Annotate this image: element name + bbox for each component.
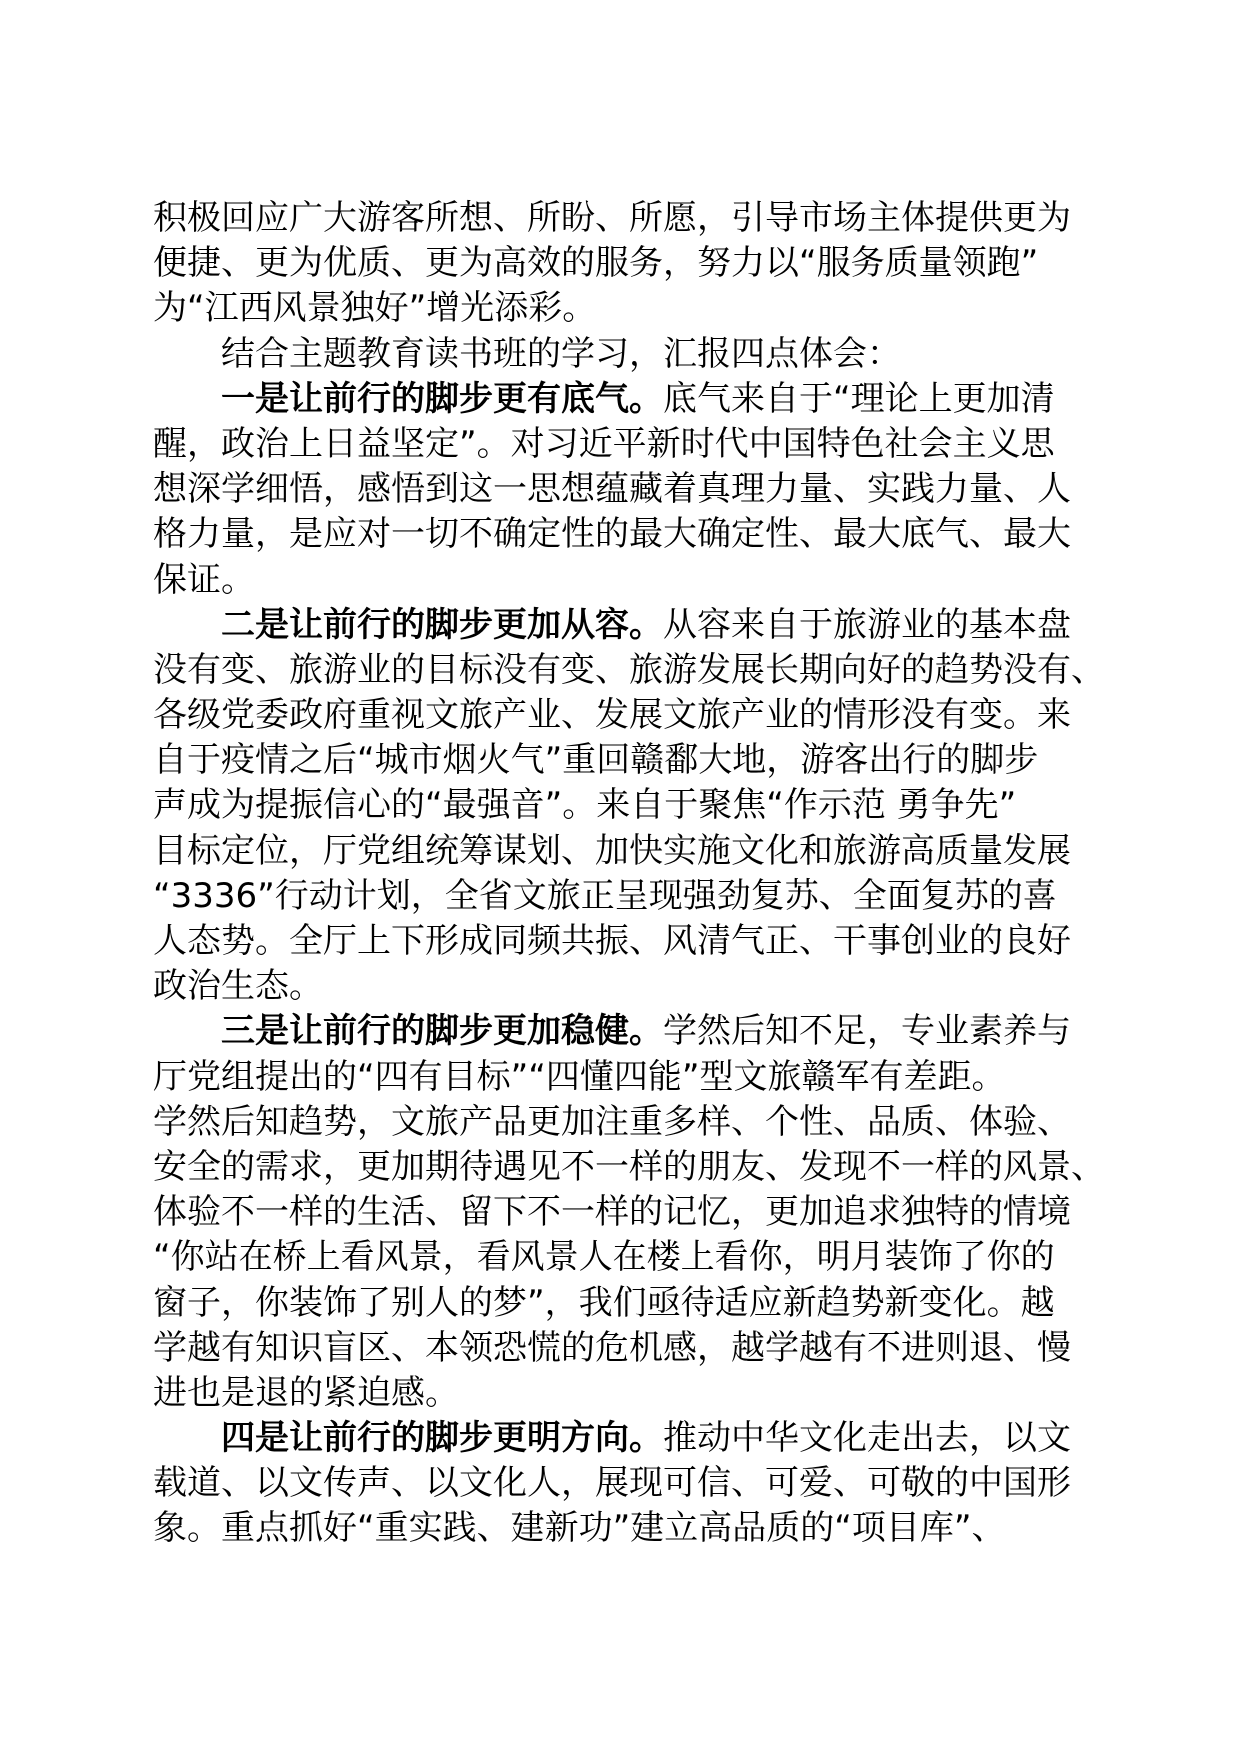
text-line bbox=[153, 196, 1088, 241]
text-line bbox=[153, 1506, 1088, 1551]
point-one-heading-line bbox=[153, 377, 1088, 422]
point-four-heading-line bbox=[153, 1416, 1088, 1461]
line-text: 安全的需求，更加期待遇见不一样的朋友、发现不一样的风景、 bbox=[153, 1146, 1105, 1187]
line-text: 想深学细悟，感悟到这一思想蕴藏着真理力量、实践力量、人 bbox=[153, 469, 1071, 510]
line-text: 目标定位，厅党组统筹谋划、加快实施文化和旅游高质量发展 bbox=[153, 830, 1071, 871]
line-text: 便捷、更为优质、更为高效的服务，努力以“服务质量领跑” bbox=[153, 243, 1039, 284]
text-line bbox=[153, 512, 1088, 557]
text-line bbox=[153, 1145, 1105, 1190]
point-three-heading: 三是让前行的脚步更加稳健。 bbox=[221, 1011, 663, 1052]
text-line bbox=[153, 1326, 1088, 1371]
line-text: 学越有知识盲区、本领恐慌的危机感，越学越有不进则退、慢 bbox=[153, 1327, 1071, 1368]
line-text: 各级党委政府重视文旅产业、发展文旅产业的情形没有变。来 bbox=[153, 695, 1071, 736]
text-line bbox=[153, 1281, 1088, 1326]
document-body bbox=[153, 196, 1105, 1552]
line-text: “3336”行动计划，全省文旅正呈现强劲复苏、全面复苏的喜 bbox=[153, 875, 1057, 916]
line-text: 保证。 bbox=[153, 559, 255, 600]
text-line bbox=[153, 1055, 1088, 1100]
line-text: 载道、以文传声、以文化人，展现可信、可爱、可敬的中国形 bbox=[153, 1463, 1071, 1504]
line-text: 人态势。全厅上下形成同频共振、风清气正、干事创业的良好 bbox=[153, 921, 1071, 961]
point-two-heading-line bbox=[153, 603, 1088, 648]
text-line bbox=[153, 241, 1088, 286]
line-text: “你站在桥上看风景，看风景人在楼上看你，明月装饰了你的 bbox=[153, 1237, 1055, 1278]
point-three-heading-line bbox=[153, 1009, 1088, 1054]
line-text: 自于疫情之后“城市烟火气”重回赣鄱大地，游客出行的脚步 bbox=[153, 740, 1039, 781]
text-line bbox=[153, 964, 1088, 1009]
text-line bbox=[153, 783, 1088, 828]
line-text: 窗子，你装饰了别人的梦”，我们亟待适应新趋势新变化。越 bbox=[153, 1282, 1055, 1323]
line-text: 积极回应广大游客所想、所盼、所愿，引导市场主体提供更为 bbox=[153, 198, 1071, 238]
text-line bbox=[153, 1235, 1088, 1280]
text-line bbox=[153, 467, 1088, 512]
text-line bbox=[153, 829, 1088, 874]
text-line bbox=[153, 1190, 1088, 1235]
line-text: 没有变、旅游业的目标没有变、旅游发展长期向好的趋势没有、 bbox=[153, 649, 1105, 690]
line-text: 体验不一样的生活、留下不一样的记忆，更加追求独特的情境 bbox=[153, 1192, 1071, 1233]
text-line bbox=[153, 286, 1088, 331]
point-four-heading: 四是让前行的脚步更明方向。 bbox=[221, 1418, 663, 1459]
line-text: 从容来自于旅游业的基本盘 bbox=[663, 604, 1071, 645]
line-text: 象。重点抓好“重实践、建新功”建立高品质的“项目库”、 bbox=[153, 1508, 1006, 1549]
line-text: 政治生态。 bbox=[153, 966, 323, 1007]
text-line bbox=[153, 693, 1088, 738]
text-line bbox=[153, 1461, 1088, 1506]
intro-line bbox=[153, 332, 1088, 377]
line-text: 醒，政治上日益坚定”。对习近平新时代中国特色社会主义思 bbox=[153, 423, 1055, 464]
text-line bbox=[153, 874, 1088, 919]
text-line bbox=[153, 648, 1105, 693]
point-two-heading: 二是让前行的脚步更加从容。 bbox=[221, 604, 663, 645]
text-line bbox=[153, 1100, 1088, 1145]
line-text: 结合主题教育读书班的学习，汇报四点体会： bbox=[221, 333, 901, 374]
line-text: 推动中华文化走出去，以文 bbox=[663, 1418, 1071, 1459]
line-text: 进也是退的紧迫感。 bbox=[153, 1372, 459, 1413]
text-line bbox=[153, 919, 1088, 964]
line-text: 学然后知趋势，文旅产品更加注重多样、个性、品质、体验、 bbox=[153, 1101, 1071, 1142]
text-line bbox=[153, 738, 1088, 783]
line-text: 声成为提振信心的“最强音”。来自于聚焦“作示范 勇争先” bbox=[153, 785, 1017, 826]
point-one-heading: 一是让前行的脚步更有底气。 bbox=[221, 378, 663, 419]
line-text: 厅党组提出的“四有目标”“四懂四能”型文旅赣军有差距。 bbox=[153, 1056, 1006, 1097]
line-text: 学然后知不足，专业素养与 bbox=[663, 1011, 1071, 1052]
text-line bbox=[153, 558, 1088, 603]
text-line bbox=[153, 422, 1088, 467]
text-line bbox=[153, 1371, 1088, 1416]
line-text: 底气来自于“理论上更加清 bbox=[663, 378, 1055, 419]
line-text: 格力量，是应对一切不确定性的最大确定性、最大底气、最大 bbox=[153, 514, 1071, 555]
line-text: 为“江西风景独好”增光添彩。 bbox=[153, 288, 597, 329]
